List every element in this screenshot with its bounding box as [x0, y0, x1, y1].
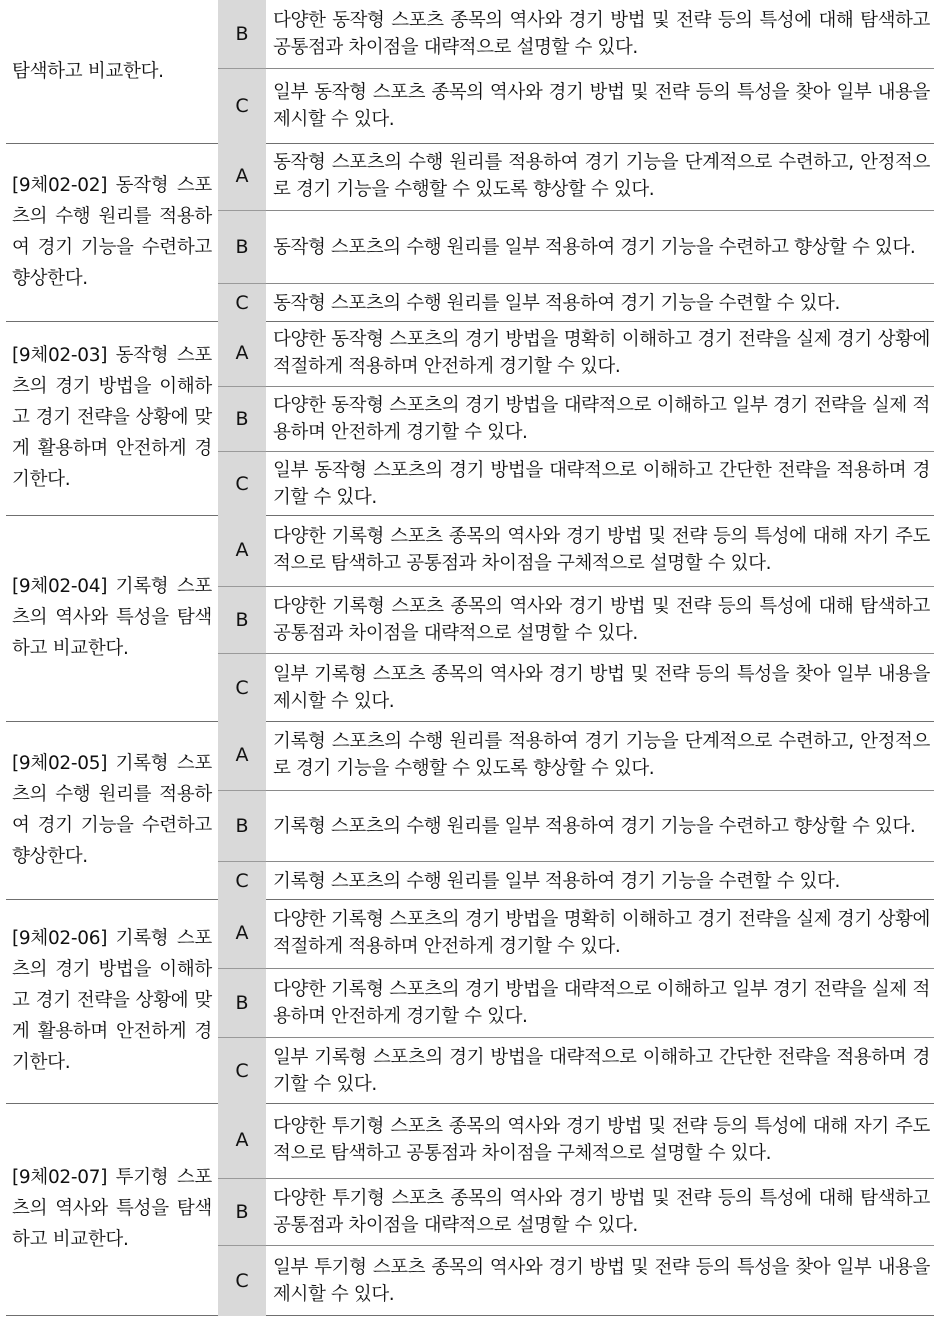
level-row [218, 861, 934, 900]
standard-group [6, 514, 934, 722]
standard-group [6, 142, 934, 322]
level-description-cell [266, 898, 934, 968]
level-code: B [218, 210, 266, 283]
level-description: 기록형 스포츠의 수행 원리를 일부 적용하여 경기 기능을 수련하고 향상할 수 있다. [273, 815, 916, 837]
level-code: B [218, 968, 266, 1037]
level-description: 다양한 기록형 스포츠 종목의 역사와 경기 방법 및 전략 등의 특성에 대해 탐색하고 공통점과 차이점을 대략적으로 설명할 수 있다. [273, 596, 930, 644]
level-description-cell [266, 284, 934, 322]
level-description: 다양한 기록형 스포츠의 경기 방법을 대략적으로 이해하고 일부 경기 전략을 실제 적용하며 안전하게 경기할 수 있다. [273, 979, 930, 1027]
level-row [218, 386, 934, 451]
standard-text: [9체02-05] 기록형 스포츠의 수행 원리를 적용하여 경기 기능을 수련하고 향상한다. [12, 752, 212, 867]
standard-cell [6, 1102, 218, 1315]
level-row [218, 1102, 934, 1178]
level-code: C [218, 451, 266, 516]
level-row [218, 653, 934, 722]
level-description: 동작형 스포츠의 수행 원리를 적용하여 경기 기능을 단계적으로 수련하고, 안정적으로 경기 기능을 수행할 수 있도록 향상할 수 있다. [273, 152, 930, 200]
level-row [218, 0, 934, 68]
level-description-cell [266, 969, 934, 1037]
level-row [218, 898, 934, 968]
level-description: 일부 기록형 스포츠의 경기 방법을 대략적으로 이해하고 간단한 전략을 적용하며 경기할 수 있다. [273, 1047, 930, 1095]
level-row [218, 283, 934, 322]
level-description-cell [266, 452, 934, 516]
level-description: 다양한 동작형 스포츠의 경기 방법을 대략적으로 이해하고 일부 경기 전략을 실제 적용하며 안전하게 경기할 수 있다. [273, 395, 930, 443]
level-code: A [218, 898, 266, 968]
level-list [218, 0, 934, 143]
level-description-cell [266, 0, 934, 68]
level-description: 기록형 스포츠의 수행 원리를 적용하여 경기 기능을 단계적으로 수련하고, 안정적으로 경기 기능을 수행할 수 있도록 향상할 수 있다. [273, 731, 930, 779]
level-list [218, 142, 934, 321]
level-list [218, 720, 934, 899]
level-description-cell [266, 1246, 934, 1316]
level-code: B [218, 790, 266, 861]
standard-group [6, 320, 934, 516]
level-description: 다양한 투기형 스포츠 종목의 역사와 경기 방법 및 전략 등의 특성에 대해 탐색하고 공통점과 차이점을 대략적으로 설명할 수 있다. [273, 1188, 930, 1236]
standard-text: [9체02-03] 동작형 스포츠의 경기 방법을 이해하고 경기 전략을 상황에 맞게 활용하며 안전하게 경기한다. [12, 345, 212, 490]
level-description: 다양한 동작형 스포츠의 경기 방법을 명확히 이해하고 경기 전략을 실제 경기 상황에 적절하게 적용하며 안전하게 경기할 수 있다. [273, 329, 930, 377]
level-description: 다양한 투기형 스포츠 종목의 역사와 경기 방법 및 전략 등의 특성에 대해 자기 주도적으로 탐색하고 공통점과 차이점을 구체적으로 설명할 수 있다. [273, 1116, 930, 1164]
standard-cell [6, 720, 218, 899]
level-description-cell [266, 587, 934, 653]
level-description-cell [266, 791, 934, 861]
level-code: C [218, 1245, 266, 1316]
level-row [218, 142, 934, 210]
level-description: 다양한 기록형 스포츠 종목의 역사와 경기 방법 및 전략 등의 특성에 대해 자기 주도적으로 탐색하고 공통점과 차이점을 구체적으로 설명할 수 있다. [273, 526, 930, 574]
level-code: A [218, 320, 266, 386]
level-description: 동작형 스포츠의 수행 원리를 일부 적용하여 경기 기능을 수련하고 향상할 수 있다. [273, 236, 916, 258]
level-row [218, 720, 934, 790]
level-description: 다양한 기록형 스포츠의 경기 방법을 명확히 이해하고 경기 전략을 실제 경기 상황에 적절하게 적용하며 안전하게 경기할 수 있다. [273, 909, 930, 957]
level-row [218, 1245, 934, 1316]
standard-group [6, 720, 934, 900]
standard-text: 탐색하고 비교한다. [12, 61, 164, 82]
standard-group [6, 898, 934, 1104]
level-row [218, 790, 934, 861]
level-code: C [218, 861, 266, 900]
level-code: A [218, 1102, 266, 1178]
level-description: 일부 동작형 스포츠의 경기 방법을 대략적으로 이해하고 간단한 전략을 적용하며 경기할 수 있다. [273, 460, 930, 508]
level-description-cell [266, 514, 934, 586]
level-description-cell [266, 320, 934, 386]
level-description-cell [266, 69, 934, 143]
level-list [218, 1102, 934, 1315]
level-code: C [218, 1037, 266, 1104]
level-description-cell [266, 1102, 934, 1178]
level-description: 기록형 스포츠의 수행 원리를 일부 적용하여 경기 기능을 수련할 수 있다. [273, 870, 840, 892]
level-code: C [218, 283, 266, 322]
level-code: C [218, 68, 266, 143]
level-list [218, 898, 934, 1103]
level-code: C [218, 653, 266, 722]
level-row [218, 451, 934, 516]
level-row [218, 1178, 934, 1245]
standard-cell [6, 320, 218, 515]
level-description: 일부 기록형 스포츠 종목의 역사와 경기 방법 및 전략 등의 특성을 찾아 일부 내용을 제시할 수 있다. [273, 664, 930, 712]
level-description-cell [266, 862, 934, 900]
level-code: A [218, 514, 266, 586]
standard-cell [6, 898, 218, 1103]
standard-cell [6, 0, 218, 143]
level-list [218, 320, 934, 515]
level-description: 다양한 동작형 스포츠 종목의 역사와 경기 방법 및 전략 등의 특성에 대해 탐색하고 공통점과 차이점을 대략적으로 설명할 수 있다. [273, 10, 930, 58]
level-description-cell [266, 1179, 934, 1245]
level-description-cell [266, 142, 934, 210]
level-description: 일부 동작형 스포츠 종목의 역사와 경기 방법 및 전략 등의 특성을 찾아 일부 내용을 제시할 수 있다. [273, 82, 930, 130]
level-code: B [218, 586, 266, 653]
level-code: B [218, 386, 266, 451]
level-code: B [218, 1178, 266, 1245]
standard-text: [9체02-07] 투기형 스포츠의 역사와 특성을 탐색하고 비교한다. [12, 1167, 212, 1250]
level-row [218, 514, 934, 586]
level-description-cell [266, 211, 934, 283]
level-code: B [218, 0, 266, 68]
level-row [218, 1037, 934, 1104]
level-code: A [218, 142, 266, 210]
standard-text: [9체02-02] 동작형 스포츠의 수행 원리를 적용하여 경기 기능을 수련하고 향상한다. [12, 174, 212, 289]
standard-text: [9체02-06] 기록형 스포츠의 경기 방법을 이해하고 경기 전략을 상황에 맞게 활용하며 안전하게 경기한다. [12, 928, 212, 1073]
standard-text: [9체02-04] 기록형 스포츠의 역사와 특성을 탐색하고 비교한다. [12, 576, 212, 659]
level-code: A [218, 720, 266, 790]
level-description: 동작형 스포츠의 수행 원리를 일부 적용하여 경기 기능을 수련할 수 있다. [273, 292, 840, 314]
level-row [218, 586, 934, 653]
level-row [218, 320, 934, 386]
level-description-cell [266, 387, 934, 451]
level-description: 일부 투기형 스포츠 종목의 역사와 경기 방법 및 전략 등의 특성을 찾아 일부 내용을 제시할 수 있다. [273, 1257, 930, 1305]
standard-group [6, 0, 934, 144]
level-list [218, 514, 934, 721]
level-description-cell [266, 654, 934, 722]
standard-cell [6, 142, 218, 321]
level-row [218, 968, 934, 1037]
standard-group [6, 1102, 934, 1316]
level-description-cell [266, 1038, 934, 1104]
level-row [218, 68, 934, 143]
level-row [218, 210, 934, 283]
level-description-cell [266, 720, 934, 790]
standard-cell [6, 514, 218, 721]
